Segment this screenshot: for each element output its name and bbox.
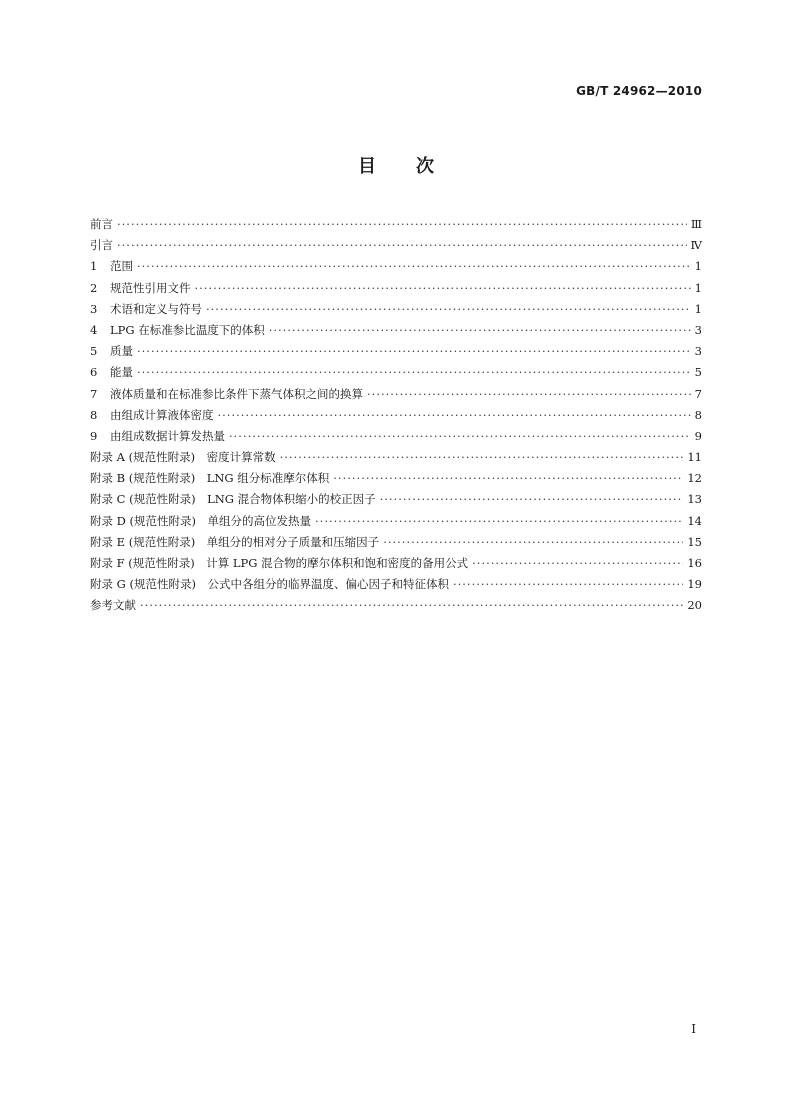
toc-entry[interactable] — [90, 576, 702, 597]
toc-leader-dots — [380, 492, 684, 506]
toc-entry-number: 5 — [90, 344, 98, 359]
toc-entry-page: 15 — [687, 534, 702, 549]
toc-leader-dots — [229, 429, 691, 443]
toc-entry[interactable] — [90, 280, 702, 301]
toc-entry-label: 由组成数据计算发热量 — [110, 428, 225, 443]
toc-entry-page: 7 — [694, 386, 702, 401]
toc-leader-dots — [137, 259, 691, 273]
toc-leader-dots — [137, 365, 691, 379]
toc-entry[interactable] — [90, 386, 702, 407]
toc-leader-dots — [383, 535, 683, 549]
page-title: 目次 — [358, 156, 474, 177]
toc-entry-page: 1 — [694, 301, 702, 316]
toc-leader-dots — [117, 238, 687, 252]
toc-entry-number: 1 — [90, 259, 98, 274]
toc-entry-label: 由组成计算液体密度 — [110, 407, 214, 422]
toc-leader-dots — [315, 514, 683, 528]
toc-entry-label: 附录 B (规范性附录) LNG 组分标准摩尔体积 — [90, 471, 330, 486]
toc-entry[interactable] — [90, 428, 702, 449]
toc-entry-number: 2 — [90, 280, 98, 295]
toc-entry-page: 8 — [694, 407, 702, 422]
toc-entry[interactable] — [90, 301, 702, 322]
toc-entry-page: 19 — [687, 577, 702, 592]
toc-entry-label: 规范性引用文件 — [110, 280, 191, 295]
toc-entry-label: 能量 — [110, 365, 133, 380]
toc-entry[interactable] — [90, 364, 702, 385]
toc-entry-label: 参考文献 — [90, 598, 136, 613]
toc-entry-number: 8 — [90, 407, 98, 422]
toc-entry-label: 前言 — [90, 217, 113, 231]
toc-entry-label: 附录 G (规范性附录) 公式中各组分的临界温度、偏心因子和特征体积 — [90, 577, 449, 592]
toc-entry[interactable] — [90, 322, 702, 343]
toc-entry-label: 附录 D (规范性附录) 单组分的高位发热量 — [90, 513, 312, 528]
toc-entry-page: 3 — [694, 322, 702, 337]
toc-entry-page: 11 — [687, 450, 702, 465]
toc-entry[interactable] — [90, 534, 702, 555]
toc-entry[interactable] — [90, 470, 702, 491]
toc-entry-page: 16 — [687, 556, 702, 570]
toc-entry-page: 20 — [687, 598, 702, 613]
toc-leader-dots — [195, 281, 691, 295]
toc-entry[interactable] — [90, 449, 702, 470]
toc-entry[interactable] — [90, 237, 702, 258]
toc-entry-label: 附录 F (规范性附录) 计算 LPG 混合物的摩尔体积和饱和密度的备用公式 — [90, 556, 469, 570]
toc-leader-dots — [137, 344, 691, 358]
toc-entry[interactable] — [90, 555, 702, 576]
toc-entry-number: 9 — [90, 428, 98, 443]
toc-entry-label: LPG 在标准参比温度下的体积 — [110, 322, 265, 337]
toc-entry-page: 1 — [694, 259, 702, 274]
toc-entry-number: 7 — [90, 386, 98, 401]
standard-number: GB/T 24962—2010 — [576, 84, 702, 98]
toc-entry-page: 3 — [694, 344, 702, 359]
toc-entry-number: 4 — [90, 322, 98, 337]
toc-leader-dots — [269, 323, 691, 337]
toc-leader-dots — [472, 556, 683, 570]
toc-entry-label: 范围 — [110, 259, 133, 274]
toc-entry-label: 附录 C (规范性附录) LNG 混合物体积缩小的校正因子 — [90, 492, 376, 507]
toc-leader-dots — [218, 408, 691, 422]
toc-entry-page: 9 — [694, 428, 702, 443]
toc-entry-label: 质量 — [110, 344, 133, 359]
toc-leader-dots — [367, 387, 691, 401]
toc-entry[interactable] — [90, 491, 702, 512]
toc-leader-dots — [206, 302, 691, 316]
toc-leader-dots — [117, 217, 687, 231]
toc-entry[interactable] — [90, 258, 702, 279]
toc-entry[interactable] — [90, 407, 702, 428]
toc-entry-page: Ⅳ — [690, 238, 702, 253]
toc-leader-dots — [280, 450, 684, 464]
toc-entry-page: 12 — [687, 471, 702, 486]
toc-entry-page: Ⅲ — [690, 217, 702, 231]
toc-leader-dots — [453, 577, 683, 591]
toc-entry[interactable] — [90, 597, 702, 618]
toc-entry-label: 引言 — [90, 238, 113, 253]
toc-entry-label: 附录 E (规范性附录) 单组分的相对分子质量和压缩因子 — [90, 534, 380, 549]
toc-leader-dots — [333, 471, 683, 485]
page-number: Ⅰ — [691, 1022, 696, 1036]
toc-entry-label: 术语和定义与符号 — [110, 301, 202, 316]
toc-entry-label: 附录 A (规范性附录) 密度计算常数 — [90, 450, 276, 465]
table-of-contents — [90, 216, 702, 619]
toc-entry[interactable] — [90, 343, 702, 364]
toc-entry-page: 13 — [687, 492, 702, 507]
toc-entry-page: 14 — [687, 513, 702, 528]
toc-leader-dots — [140, 598, 683, 612]
toc-entry[interactable] — [90, 513, 702, 534]
toc-entry-number: 3 — [90, 301, 98, 316]
toc-entry-page: 1 — [694, 280, 702, 295]
toc-entry[interactable] — [90, 216, 702, 237]
toc-entry-label: 液体质量和在标准参比条件下蒸气体积之间的换算 — [110, 386, 363, 401]
toc-entry-number: 6 — [90, 365, 98, 380]
toc-entry-page: 5 — [694, 365, 702, 380]
